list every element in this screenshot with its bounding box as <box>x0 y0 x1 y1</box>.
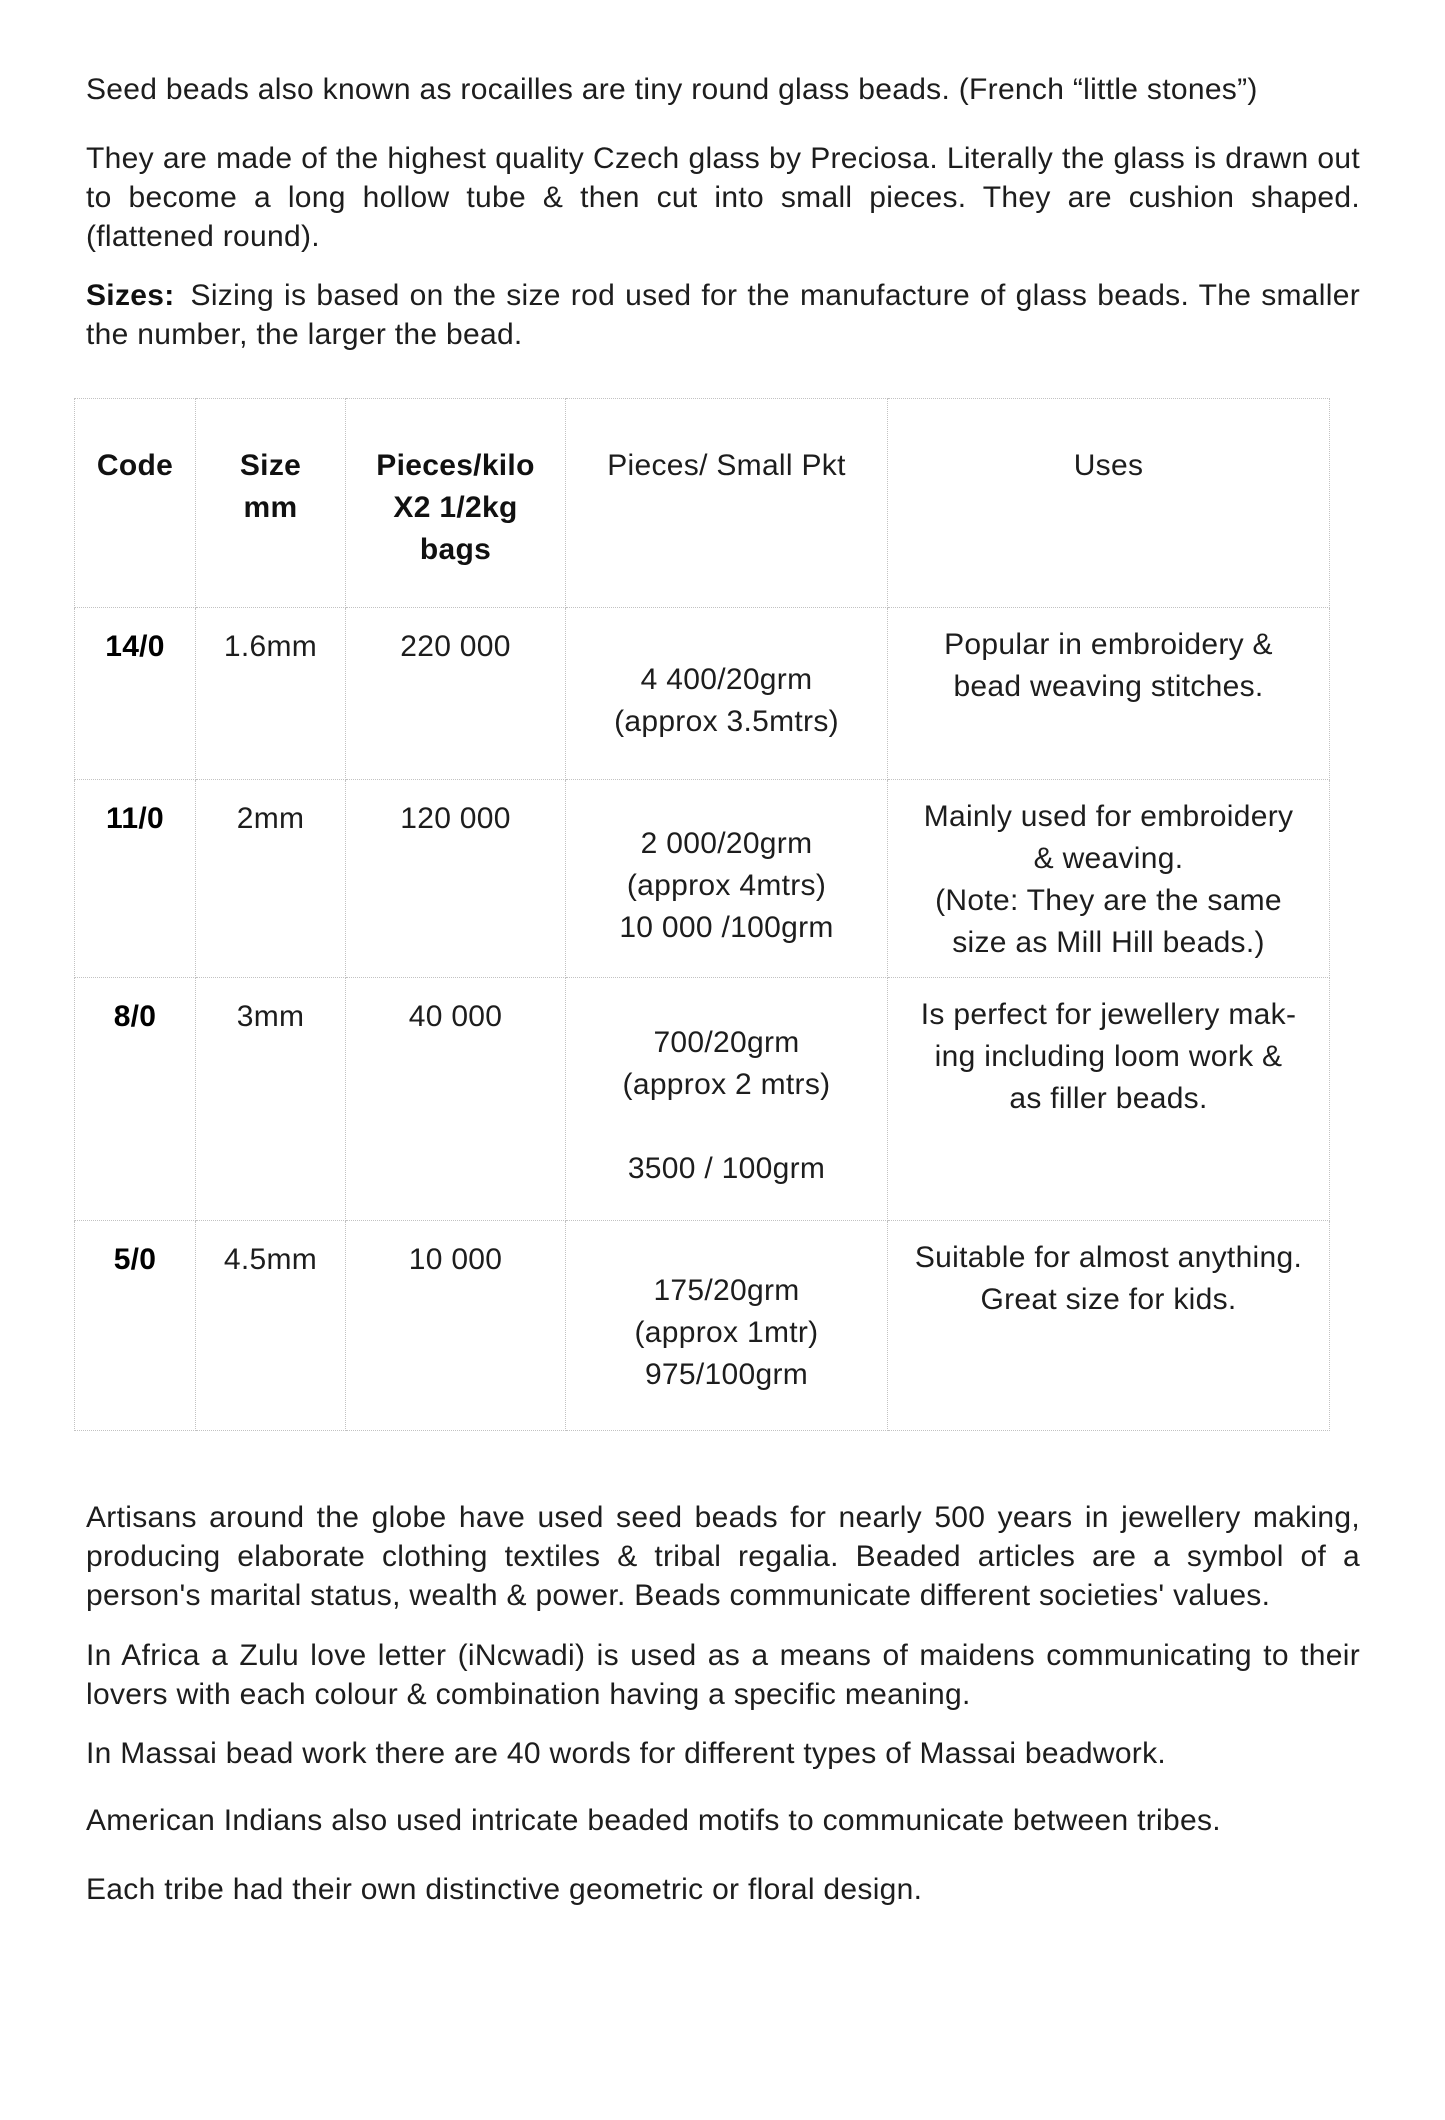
header-pieces-small-pkt <box>566 398 888 608</box>
tribe-design-paragraph: Each tribe had their own distinctive geometric or floral design. <box>86 1873 923 1906</box>
header-line: Code <box>96 449 174 482</box>
pieces-kilo-cell: 220 000 <box>346 608 566 780</box>
cell-line: (approx 4mtrs) <box>626 868 827 902</box>
cell-line: & weaving. <box>1033 842 1184 875</box>
pieces-kilo-cell: 10 000 <box>346 1221 566 1431</box>
header-uses <box>888 398 1330 608</box>
massai-paragraph: In Massai bead work there are 40 words for different types of Massai beadwork. <box>86 1737 1167 1770</box>
cell-line: 2 000/20grm <box>640 826 813 860</box>
header-code <box>74 398 196 608</box>
header-line: mm <box>243 491 298 524</box>
code-cell: 11/0 <box>74 780 196 978</box>
cell-line: 700/20grm <box>653 1026 800 1059</box>
cell-line: 4 400/20grm <box>640 662 813 696</box>
cell-line: bead weaving stitches. <box>953 670 1264 703</box>
cell-line: Popular in embroidery & <box>944 628 1273 661</box>
cell-line: 10 000 /100grm <box>619 910 834 944</box>
bead-sizes-table <box>74 398 1330 1431</box>
header-size <box>196 398 346 608</box>
cell-line: 175/20grm <box>653 1273 800 1307</box>
size-cell: 2mm <box>196 780 346 978</box>
code-cell: 14/0 <box>74 608 196 780</box>
code-cell: 8/0 <box>74 978 196 1221</box>
small-pkt-cell <box>566 608 888 780</box>
table-row-11-0 <box>74 780 1330 978</box>
header-line: bags <box>419 533 492 566</box>
header-line: Size <box>239 449 302 482</box>
cell-line: Great size for kids. <box>980 1283 1237 1316</box>
cell-line: 975/100grm <box>644 1357 809 1391</box>
header-line: Uses <box>1073 449 1144 482</box>
table-row-8-0 <box>74 978 1330 1221</box>
american-indians-paragraph: American Indians also used intricate beaded motifs to communicate between tribes. <box>86 1804 1221 1837</box>
header-line: Pieces/ Small Pkt <box>607 449 846 482</box>
cell-line: (approx 1mtr) <box>634 1315 819 1349</box>
artisans-paragraph: Artisans around the globe have used seed beads for nearly 500 years in jewellery making, producing elaborate clothing textiles & tribal regalia. Beaded articles are a symbol of a person's marital status, wealth & power. Beads communicate different societies' values. <box>86 1501 1360 1612</box>
cell-line: (approx 2 mtrs) <box>622 1068 831 1101</box>
pieces-kilo-cell: 40 000 <box>346 978 566 1221</box>
uses-cell <box>888 780 1330 978</box>
sizes-text: Sizing is based on the size rod used for the manufacture of glass beads. The smaller the number, the larger the bead. <box>86 279 1360 351</box>
cell-line: as filler beads. <box>1009 1082 1208 1115</box>
small-pkt-cell <box>566 780 888 978</box>
pieces-kilo-cell: 120 000 <box>346 780 566 978</box>
document-page <box>0 70 1445 2120</box>
uses-cell <box>888 1221 1330 1431</box>
cell-line: Is perfect for jewellery mak- <box>920 998 1297 1031</box>
zulu-love-letter-paragraph: In Africa a Zulu love letter (iNcwadi) is used as a means of maidens communicating to their lovers with each colour & combination having a specific meaning. <box>86 1639 1360 1711</box>
header-line: Pieces/kilo <box>376 449 535 482</box>
uses-cell <box>888 608 1330 780</box>
table-header-row <box>74 398 1330 608</box>
table-row-14-0 <box>74 608 1330 780</box>
manufacture-paragraph: They are made of the highest quality Czech glass by Preciosa. Literally the glass is drawn out to become a long hollow tube & then cut into small pieces. They are cushion shaped. (flattened round). <box>86 142 1360 253</box>
uses-cell <box>888 978 1330 1221</box>
sizes-paragraph <box>86 276 1360 354</box>
sizes-label: Sizes: <box>86 279 175 312</box>
cell-line: Mainly used for embroidery <box>923 800 1294 833</box>
cell-line: size as Mill Hill beads.) <box>952 926 1265 959</box>
code-cell: 5/0 <box>74 1221 196 1431</box>
small-pkt-cell <box>566 978 888 1221</box>
cell-line: ing including loom work & <box>934 1040 1283 1073</box>
cell-line: (approx 3.5mtrs) <box>614 704 839 738</box>
size-cell: 1.6mm <box>196 608 346 780</box>
header-line: X2 1/2kg <box>393 491 518 524</box>
cell-line: Suitable for almost anything. <box>914 1241 1303 1274</box>
cell-line: (Note: They are the same <box>935 884 1282 917</box>
size-cell: 3mm <box>196 978 346 1221</box>
table-row-5-0 <box>74 1221 1330 1431</box>
small-pkt-cell <box>566 1221 888 1431</box>
size-cell: 4.5mm <box>196 1221 346 1431</box>
intro-paragraph: Seed beads also known as rocailles are tiny round glass beads. (French “little stones”) <box>86 73 1258 106</box>
cell-line: 3500 / 100grm <box>627 1152 826 1185</box>
header-pieces-per-kilo <box>346 398 566 608</box>
